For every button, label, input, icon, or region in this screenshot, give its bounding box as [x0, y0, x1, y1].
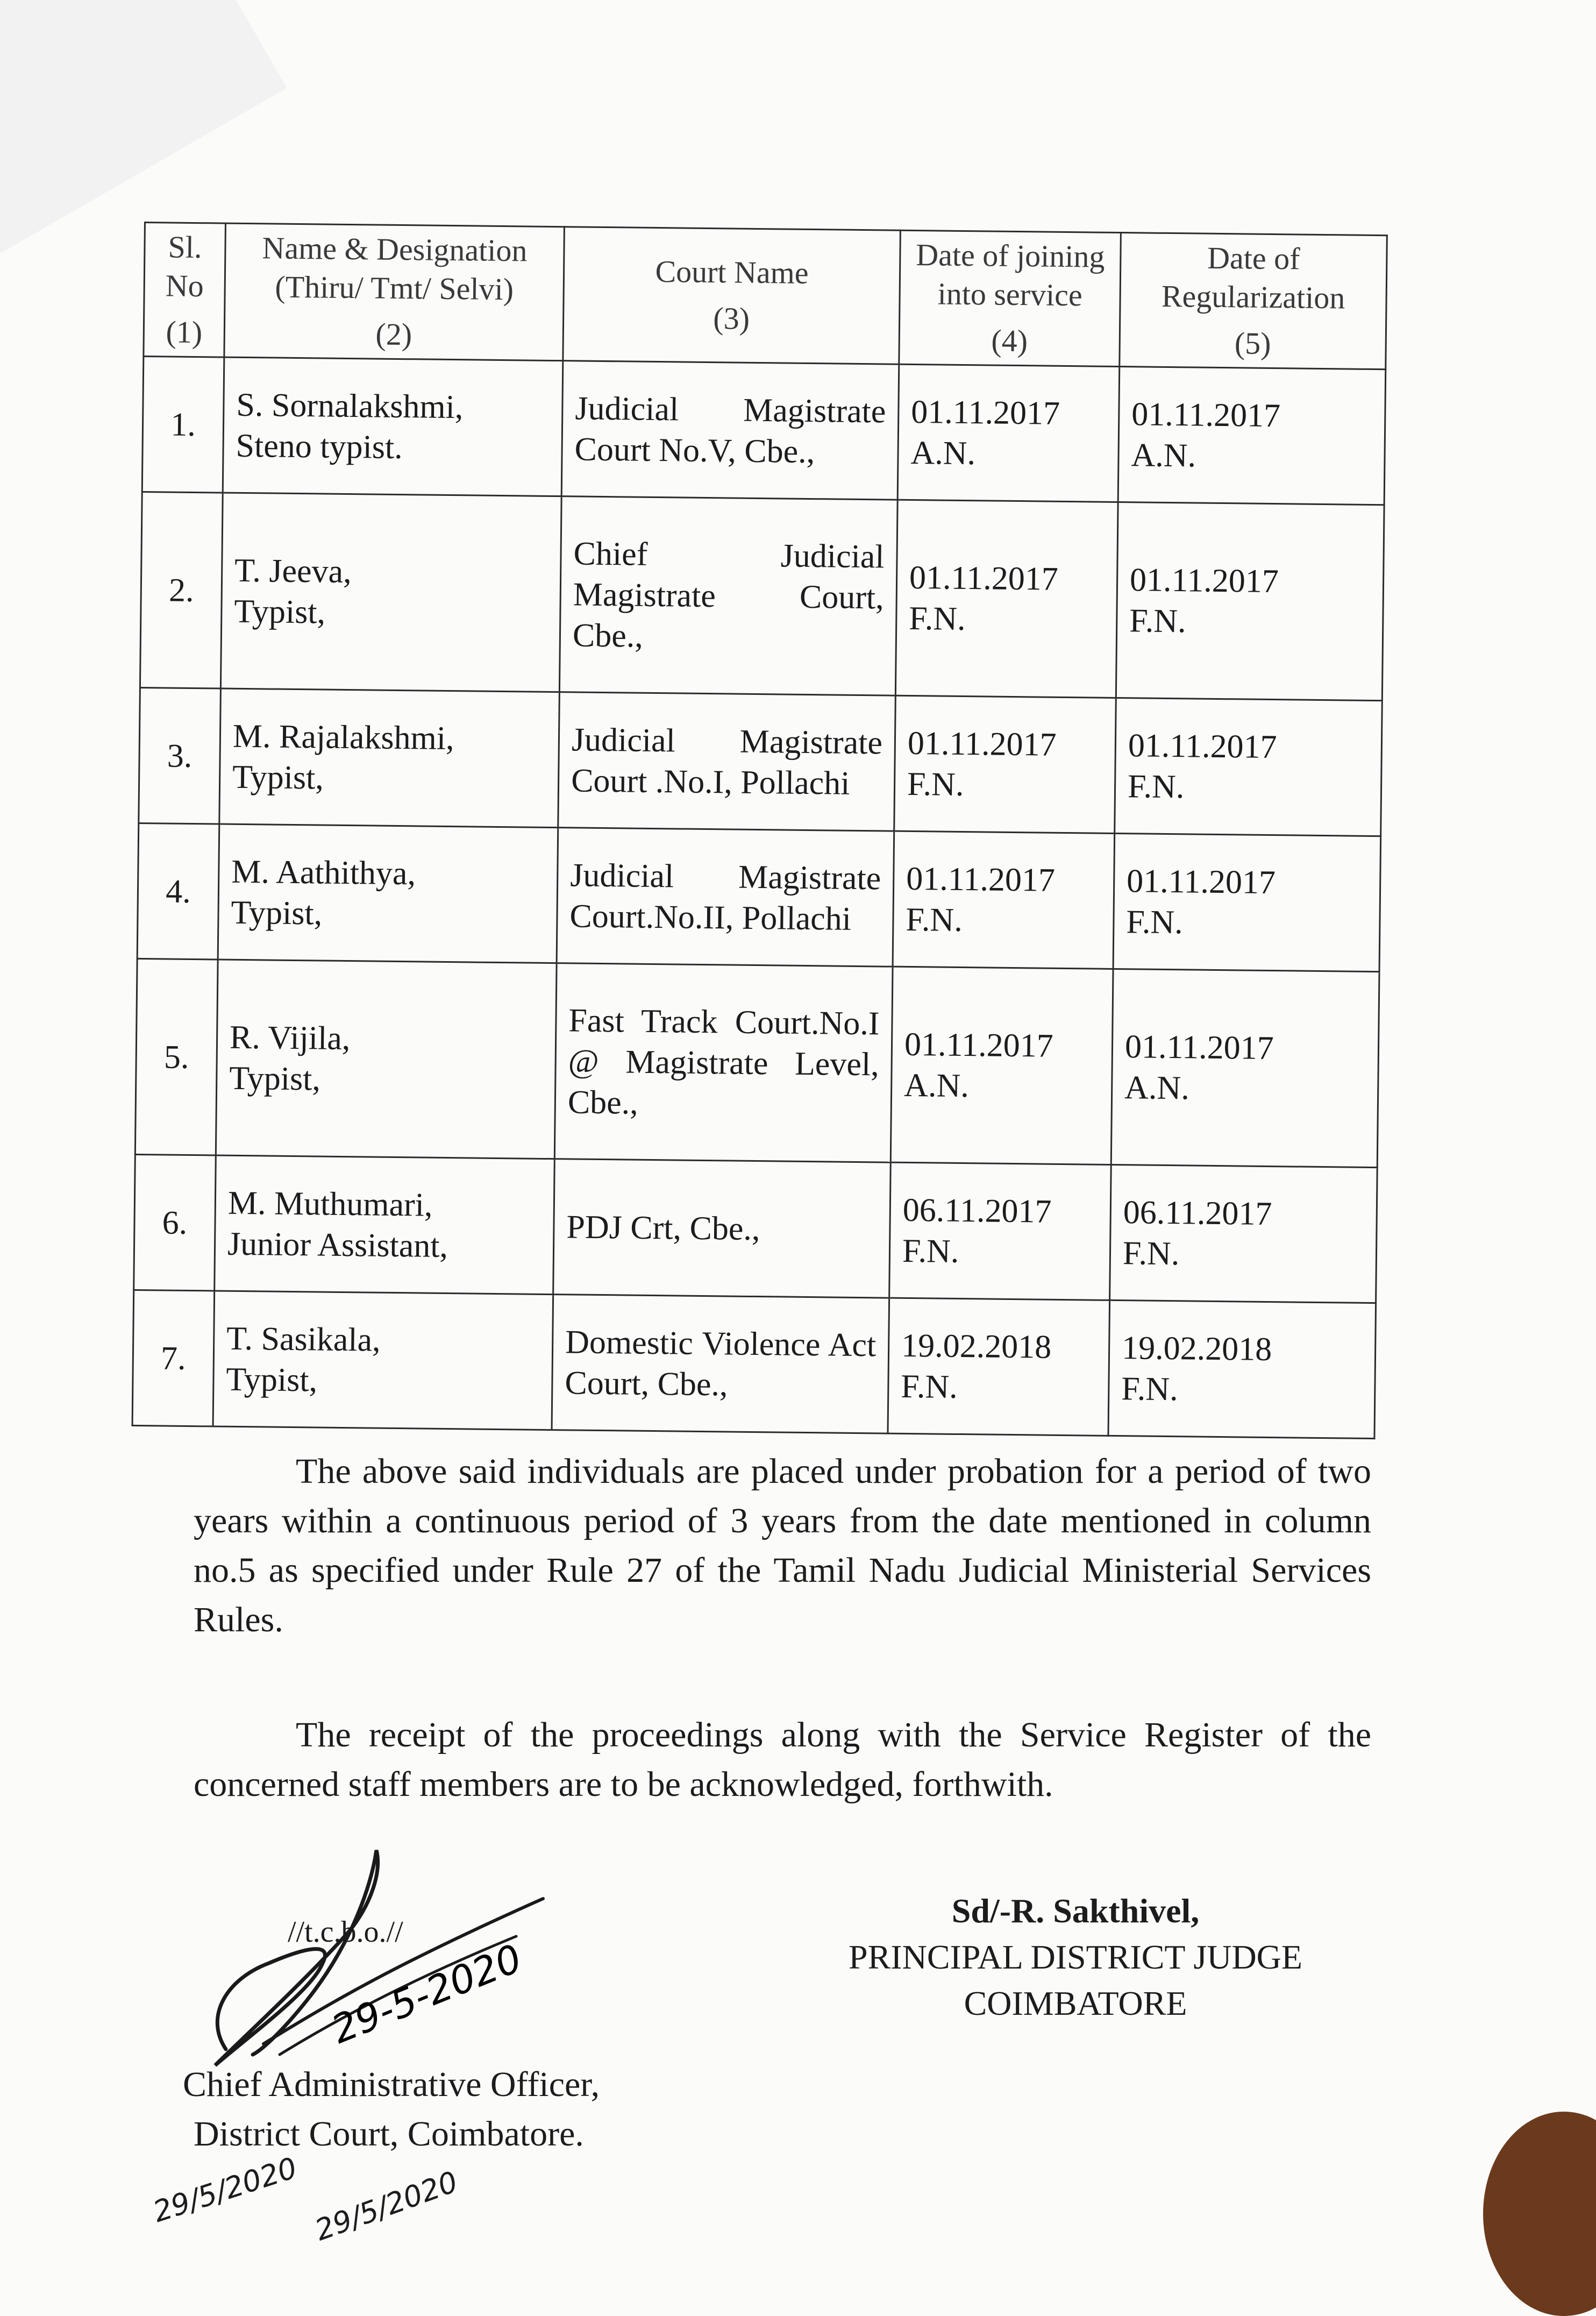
join-date-cell: 06.11.2017 F.N.: [889, 1162, 1112, 1300]
judge-signatory-block: [774, 1888, 1377, 2027]
header-cell: Date of Regularization (5): [1120, 233, 1387, 370]
officer-title: Chief Administrative Officer,: [183, 2065, 600, 2104]
table-row: [139, 687, 1383, 836]
signatory-title: PRINCIPAL DISTRICT JUDGE: [849, 1938, 1302, 1976]
table-row: [137, 823, 1381, 971]
header-cell: Sl. No (1): [144, 223, 226, 358]
reg-date-cell: 06.11.2017 F.N.: [1110, 1164, 1378, 1303]
sl-no-cell: 2.: [140, 492, 223, 688]
staff-table: [132, 222, 1388, 1439]
join-date-cell: 01.11.2017 A.N.: [897, 364, 1120, 502]
reg-date-cell: 01.11.2017 F.N.: [1116, 502, 1384, 700]
reg-date-cell: 01.11.2017 F.N.: [1113, 833, 1381, 971]
reg-date-cell: 01.11.2017 A.N.: [1118, 367, 1386, 505]
name-cell: T. Jeeva, Typist,: [220, 493, 561, 692]
sl-no-cell: 1.: [142, 357, 224, 493]
probation-paragraph: The above said individuals are placed under probation for a period of two years within a continuous period of 3 years from the date mentioned in column no.5 as specified under Rule 27 of the Tamil Nadu Judicial Ministerial Services Rules.: [194, 1452, 1371, 1639]
handwritten-date: 29-5-2020: [325, 1935, 528, 2052]
table-row: [134, 1154, 1378, 1303]
join-date-cell: 01.11.2017 F.N.: [894, 695, 1116, 833]
sl-no-cell: 7.: [132, 1290, 215, 1426]
reg-date-cell: 01.11.2017 A.N.: [1111, 969, 1379, 1167]
handwritten-receipt-date: 29/5/2020: [310, 2164, 462, 2248]
signed-name: Sd/-R. Sakthivel,: [951, 1892, 1200, 1930]
header-cell: Court Name (3): [563, 227, 901, 365]
table-row: [132, 1290, 1376, 1438]
reg-date-cell: 01.11.2017 F.N.: [1115, 698, 1383, 836]
court-cell: Judicial Magistrate Court.No.II, Pollachi: [557, 828, 894, 967]
court-cell: PDJ Crt, Cbe.,: [553, 1159, 891, 1298]
reg-date-cell: 19.02.2018 F.N.: [1108, 1300, 1376, 1438]
join-date-cell: 01.11.2017 A.N.: [890, 967, 1113, 1164]
name-cell: M. Muthumari, Junior Assistant,: [215, 1155, 555, 1295]
name-cell: M. Aathithya, Typist,: [218, 824, 558, 963]
sl-no-cell: 4.: [137, 823, 219, 960]
header-cell: Name & Designation (Thiru/ Tmt/ Selvi) (2): [224, 223, 565, 361]
signatory-place: COIMBATORE: [964, 1984, 1187, 2022]
name-cell: M. Rajalakshmi, Typist,: [219, 688, 560, 828]
sl-no-cell: 5.: [135, 958, 218, 1155]
table-row: [135, 958, 1379, 1167]
officer-block: [183, 2060, 600, 2159]
name-cell: S. Sornalakshmi, Steno typist.: [223, 357, 563, 496]
handwritten-initial-date: 29/5/2020: [149, 2150, 301, 2229]
sl-no-cell: 3.: [139, 687, 221, 824]
table-row: [140, 492, 1384, 700]
court-cell: Chief Judicial Magistrate Court, Cbe.,: [559, 496, 897, 696]
officer-office: District Court, Coimbatore.: [194, 2114, 584, 2154]
table-row: [142, 357, 1386, 505]
join-date-cell: 01.11.2017 F.N.: [893, 831, 1115, 969]
true-copy-mark: //t.c.b.o.//: [288, 1915, 403, 1949]
court-cell: Fast Track Court.No.I @ Magistrate Level, Cbe.,: [554, 963, 893, 1163]
paper-fold-shadow: [0, 0, 287, 254]
desk-edge: [1483, 2112, 1596, 2316]
join-date-cell: 01.11.2017 F.N.: [895, 500, 1118, 698]
court-cell: Judicial Magistrate Court .No.I, Pollachi: [558, 692, 896, 832]
sl-no-cell: 6.: [134, 1154, 216, 1291]
table-header-row: [144, 223, 1387, 370]
court-cell: Domestic Violence Act Court, Cbe.,: [552, 1295, 889, 1434]
name-cell: R. Vijila, Typist,: [216, 960, 557, 1159]
court-cell: Judicial Magistrate Court No.V, Cbe.,: [561, 361, 899, 500]
join-date-cell: 19.02.2018 F.N.: [888, 1298, 1110, 1436]
header-cell: Date of joining into service (4): [899, 230, 1121, 366]
name-cell: T. Sasikala, Typist,: [213, 1291, 553, 1430]
acknowledgement-paragraph: The receipt of the proceedings along with the Service Register of the concerned staff members are to be acknowledged, forthwith.: [194, 1715, 1371, 1804]
